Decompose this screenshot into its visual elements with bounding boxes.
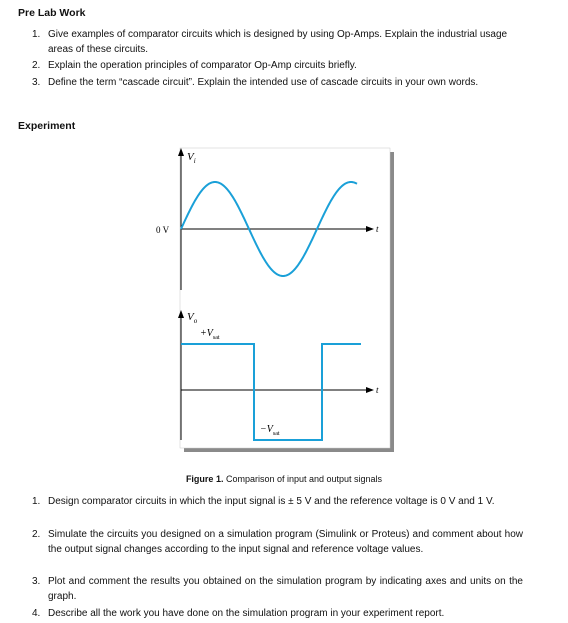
- list-number: 3.: [32, 77, 41, 88]
- top-x-label: t: [376, 224, 379, 234]
- list-text: Describe all the work you have done on the simulation program in your experiment report.: [48, 608, 445, 619]
- list-item: [32, 606, 523, 621]
- figure-panel: [180, 148, 390, 448]
- caption-text: Comparison of input and output signals: [223, 474, 383, 484]
- experiment-heading: Experiment: [18, 120, 76, 132]
- list-number: 3.: [32, 576, 41, 587]
- list-number: 4.: [32, 608, 41, 619]
- list-text: Simulate the circuits you designed on a simulation program (Simulink or Proteus) and comment about how the output signal changes according to the input signal and reference voltage values.: [48, 529, 523, 555]
- list-number: 2.: [32, 60, 41, 71]
- list-text: Give examples of comparator circuits which is designed by using Op-Amps. Explain the industrial usage areas of these circuits.: [48, 29, 508, 55]
- bottom-y-label: $V_o$: [187, 311, 198, 325]
- pos-sat-label: $+V_{sat}$: [200, 328, 220, 341]
- zero-volt-label: 0 V: [156, 225, 170, 235]
- neg-sat-label: $-V_{sat}$: [260, 424, 280, 437]
- list-text: Define the term “cascade circuit”. Explain the intended use of cascade circuits in your own words.: [48, 77, 479, 88]
- list-number: 1.: [32, 29, 41, 40]
- caption-label: Figure 1.: [185, 474, 224, 484]
- list-item: [32, 494, 523, 509]
- list-number: 2.: [32, 529, 41, 540]
- list-number: 1.: [32, 496, 41, 507]
- prelab-heading: Pre Lab Work: [18, 7, 86, 19]
- list-item: [32, 574, 523, 604]
- list-text: Design comparator circuits in which the input signal is ± 5 V and the reference voltage is 0 V and 1 V.: [48, 496, 495, 507]
- top-y-label: $V_i$: [187, 151, 196, 165]
- list-text: Explain the operation principles of comparator Op-Amp circuits briefly.: [48, 60, 357, 71]
- list-text: Plot and comment the results you obtained on the simulation program by indicating axes and units on the graph.: [48, 576, 523, 602]
- list-item: [32, 527, 523, 557]
- figure-caption: [0, 474, 568, 484]
- bottom-x-label: t: [376, 385, 379, 395]
